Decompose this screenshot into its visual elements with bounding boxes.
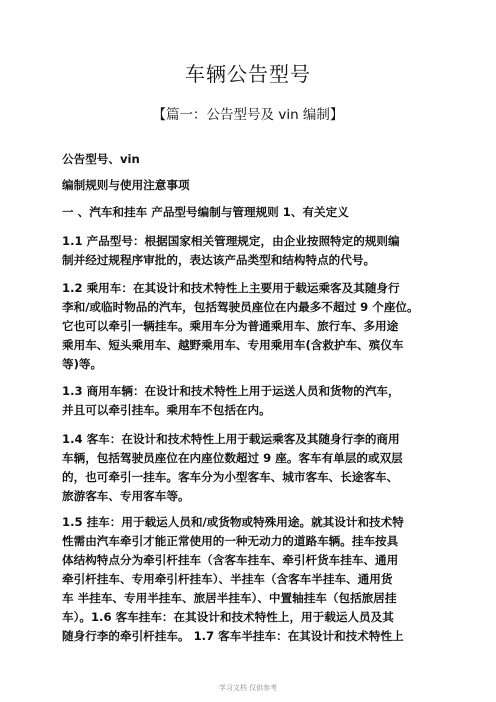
paragraph-line: 牵引杆挂车、专用牵引杆挂车）、半挂车（含客车半挂车、通用货 <box>62 572 393 586</box>
paragraph-1-1 <box>62 232 400 270</box>
paragraph-line: 李和/或临时物品的汽车，包括驾驶员座位在内最多不超过 9 个座位。 <box>62 300 419 314</box>
paragraph-1-5 <box>62 513 404 646</box>
paragraph-line: 车 半挂车、专用半挂车、旅居半挂车）、中置轴挂车（包括旅居挂 <box>62 591 397 605</box>
paragraph-line: 车）。1.6 客车挂车：在其设计和技术特性上，用于载运人员及其 <box>62 610 394 624</box>
document-subtitle: 【篇一：公告型号及 vin 编制】 <box>152 107 344 123</box>
page-footer: 学习文档 仅供参考 <box>218 684 278 692</box>
paragraph-line: 制并经过规程序审批的，表达该产品类型和结构特点的代号。 <box>62 253 376 267</box>
paragraph-line: 乘用车、短头乘用车、越野乘用车、专用乘用车(含救护车、殡仪车 <box>62 338 404 352</box>
section-heading: 一 、汽车和挂车 产品型号编制与管理规则 1、有关定义 <box>62 205 349 219</box>
paragraph-line: 并且可以牵引挂车。乘用车不包括在内。 <box>62 403 271 417</box>
paragraph-line: 它也可以牵引一辆挂车。乘用车分为普通乘用车、旅行车、多用途 <box>62 319 399 333</box>
paragraph-line: 1.4 客车：在设计和技术特性上用于载运乘客及其随身行李的商用 <box>62 432 400 446</box>
paragraph-line: 体结构特点分为牵引杆挂车（含客车挂车、牵引杆货车挂车、通用 <box>62 553 399 567</box>
paragraph-1-2 <box>62 279 419 374</box>
paragraph-line: 1.2 乘用车：在其设计和技术特性上主要用于载运乘客及其随身行 <box>62 281 400 295</box>
paragraph-line: 随身行李的牵引杆挂车。 1.7 客车半挂车：在其设计和技术特性上 <box>62 629 404 643</box>
paragraph-line: 车辆，包括驾驶员座位在内座位数超过 9 座。客车有单层的或双层 <box>62 451 403 465</box>
document-title: 车辆公告型号 <box>185 62 311 86</box>
paragraph-line: 1.1 产品型号：根据国家相关管理规定，由企业按照特定的规则编 <box>62 234 400 248</box>
paragraph-line: 等)等。 <box>62 357 103 371</box>
intro-line-1: 公告型号、vin <box>62 152 140 166</box>
paragraph-line: 1.5 挂车：用于载运人员和/或货物或特殊用途。就其设计和技术特 <box>62 515 404 529</box>
paragraph-line: 1.3 商用车辆：在设计和技术特性上用于运送人员和货物的汽车， <box>62 384 400 398</box>
paragraph-1-4 <box>62 430 403 506</box>
intro-line-2: 编制规则与使用注意事项 <box>62 178 190 192</box>
paragraph-line: 性需由汽车牵引才能正常使用的一种无动力的道路车辆。挂车按具 <box>62 534 399 548</box>
paragraph-line: 旅游客车、专用客车等。 <box>62 489 190 503</box>
paragraph-line: 的，也可牵引一挂车。客车分为小型客车、城市客车、长途客车、 <box>62 470 399 484</box>
paragraph-1-3 <box>62 382 400 420</box>
